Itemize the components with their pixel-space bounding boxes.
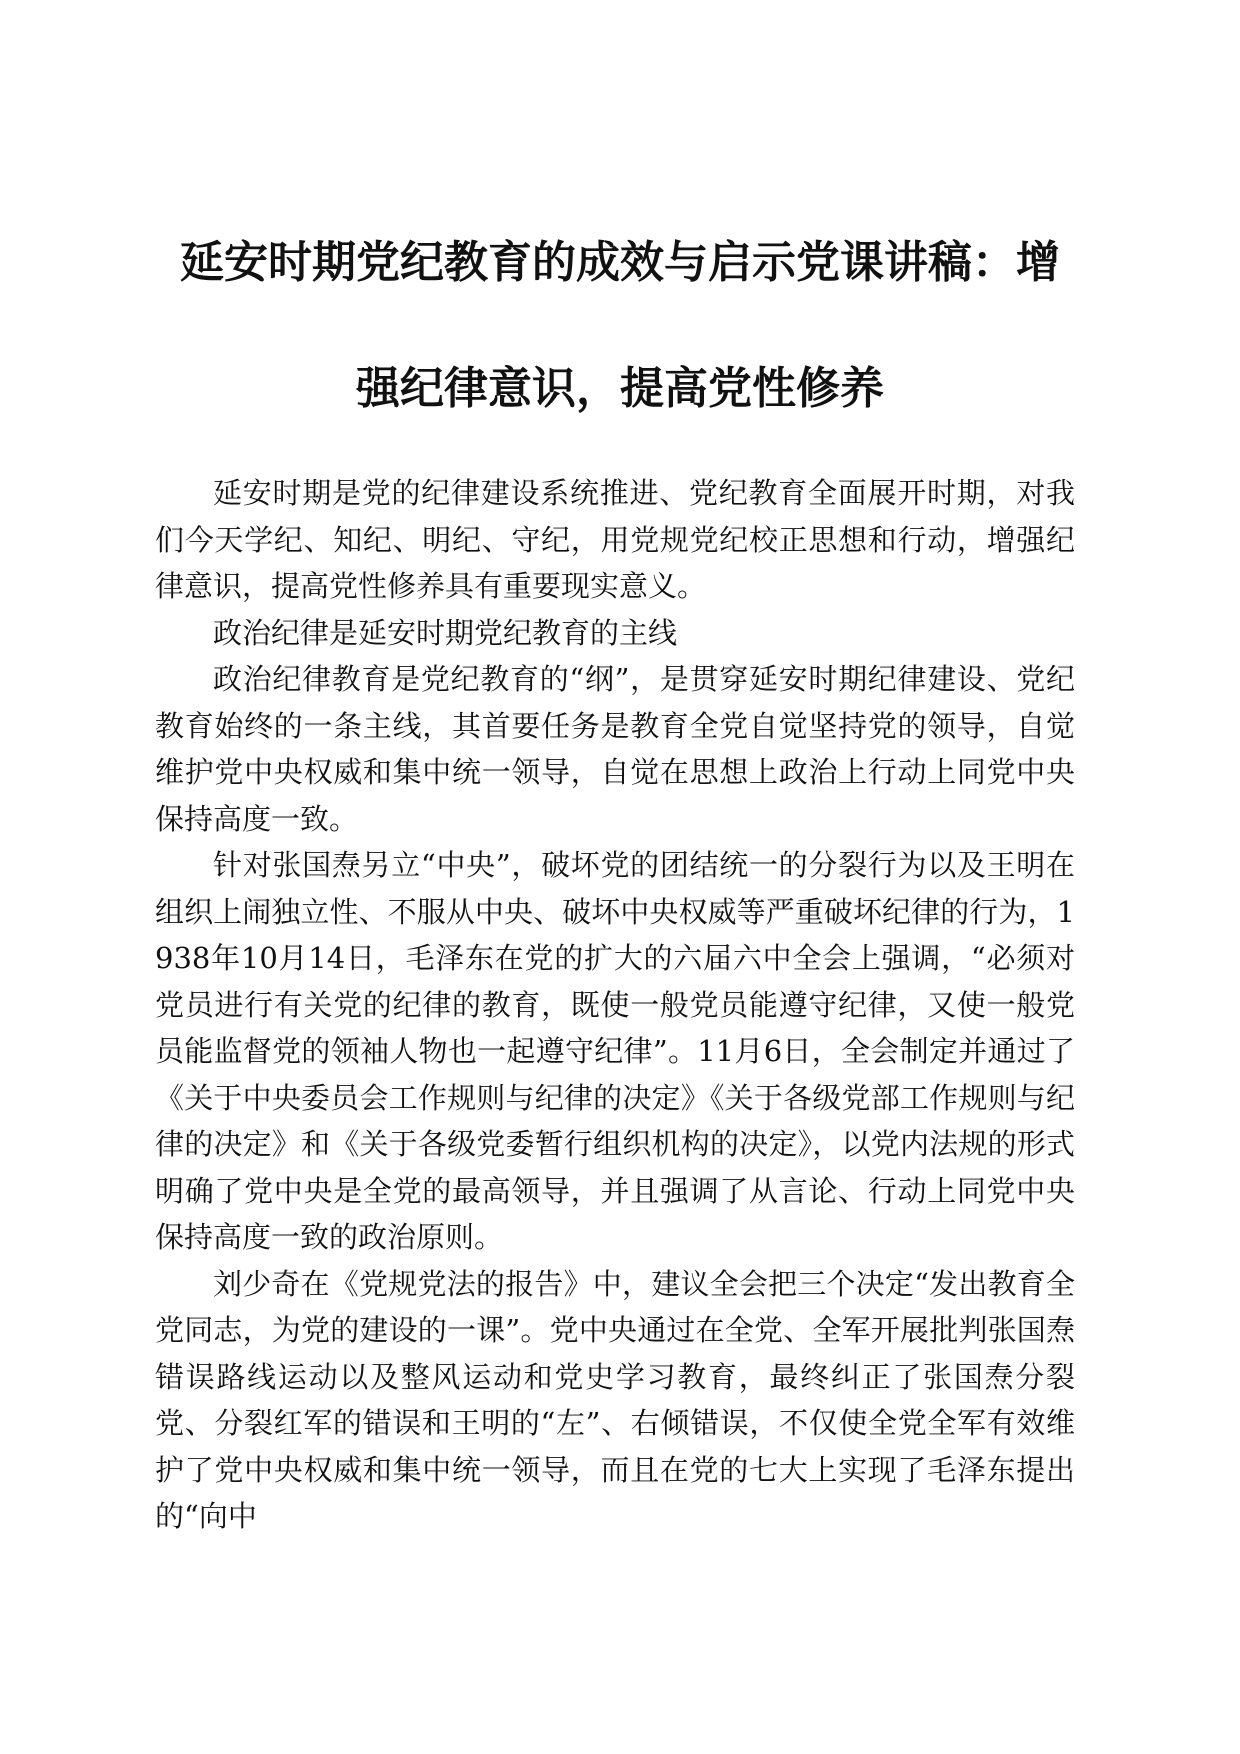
document-title-line-1: 延安时期党纪教育的成效与启示党课讲稿：增 [180, 237, 1060, 288]
section-paragraph: 刘少奇在《党规党法的报告》中，建议全会把三个决定“发出教育全党同志，为党的建设的一课”。党中央通过在全党、全军开展批判张国焘错误路线运动以及整风运动和党史学习教育，最终纠正了张国焘分裂党、分裂红军的错误和王明的“左”、右倾错误，不仅使全党全军有效维护了党中央权威和集中统一领导，而且在党的七大上实现了毛泽东提出的“向中 [155, 1266, 1075, 1533]
document-title-line-2: 强纪律意识，提高党性修养 [356, 363, 884, 414]
intro-paragraph: 延安时期是党的纪律建设系统推进、党纪教育全面展开时期，对我们今天学纪、知纪、明纪、守纪，用党规党纪校正思想和行动，增强纪律意识，提高党性修养具有重要现实意义。 [155, 476, 1075, 603]
section-paragraph: 针对张国焘另立“中央”，破坏党的团结统一的分裂行为以及王明在组织上闹独立性、不服从中央、破坏中央权威等严重破坏纪律的行为，1938年10月14日，毛泽东在党的扩大的六届六中全会上强调，“必须对党员进行有关党的纪律的教育，既使一般党员能遵守纪律，又使一般党员能监督党的领袖人物也一起遵守纪律”。11月6日，全会制定并通过了《关于中央委员会工作规则与纪律的决定》《关于各级党部工作规则与纪律的决定》和《关于各级党委暂行组织机构的决定》，以党内法规的形式明确了党中央是全党的最高领导，并且强调了从言论、行动上同党中央保持高度一致的政治原则。 [155, 848, 1075, 1254]
section-heading: 政治纪律是延安时期党纪教育的主线 [213, 615, 678, 650]
document-body [155, 470, 1075, 1540]
section-paragraph: 政治纪律教育是党纪教育的“纲”，是贯穿延安时期纪律建设、党纪教育始终的一条主线，其首要任务是教育全党自觉坚持党的领导，自觉维护党中央权威和集中统一领导，自觉在思想上政治上行动上同党中央保持高度一致。 [155, 662, 1075, 836]
